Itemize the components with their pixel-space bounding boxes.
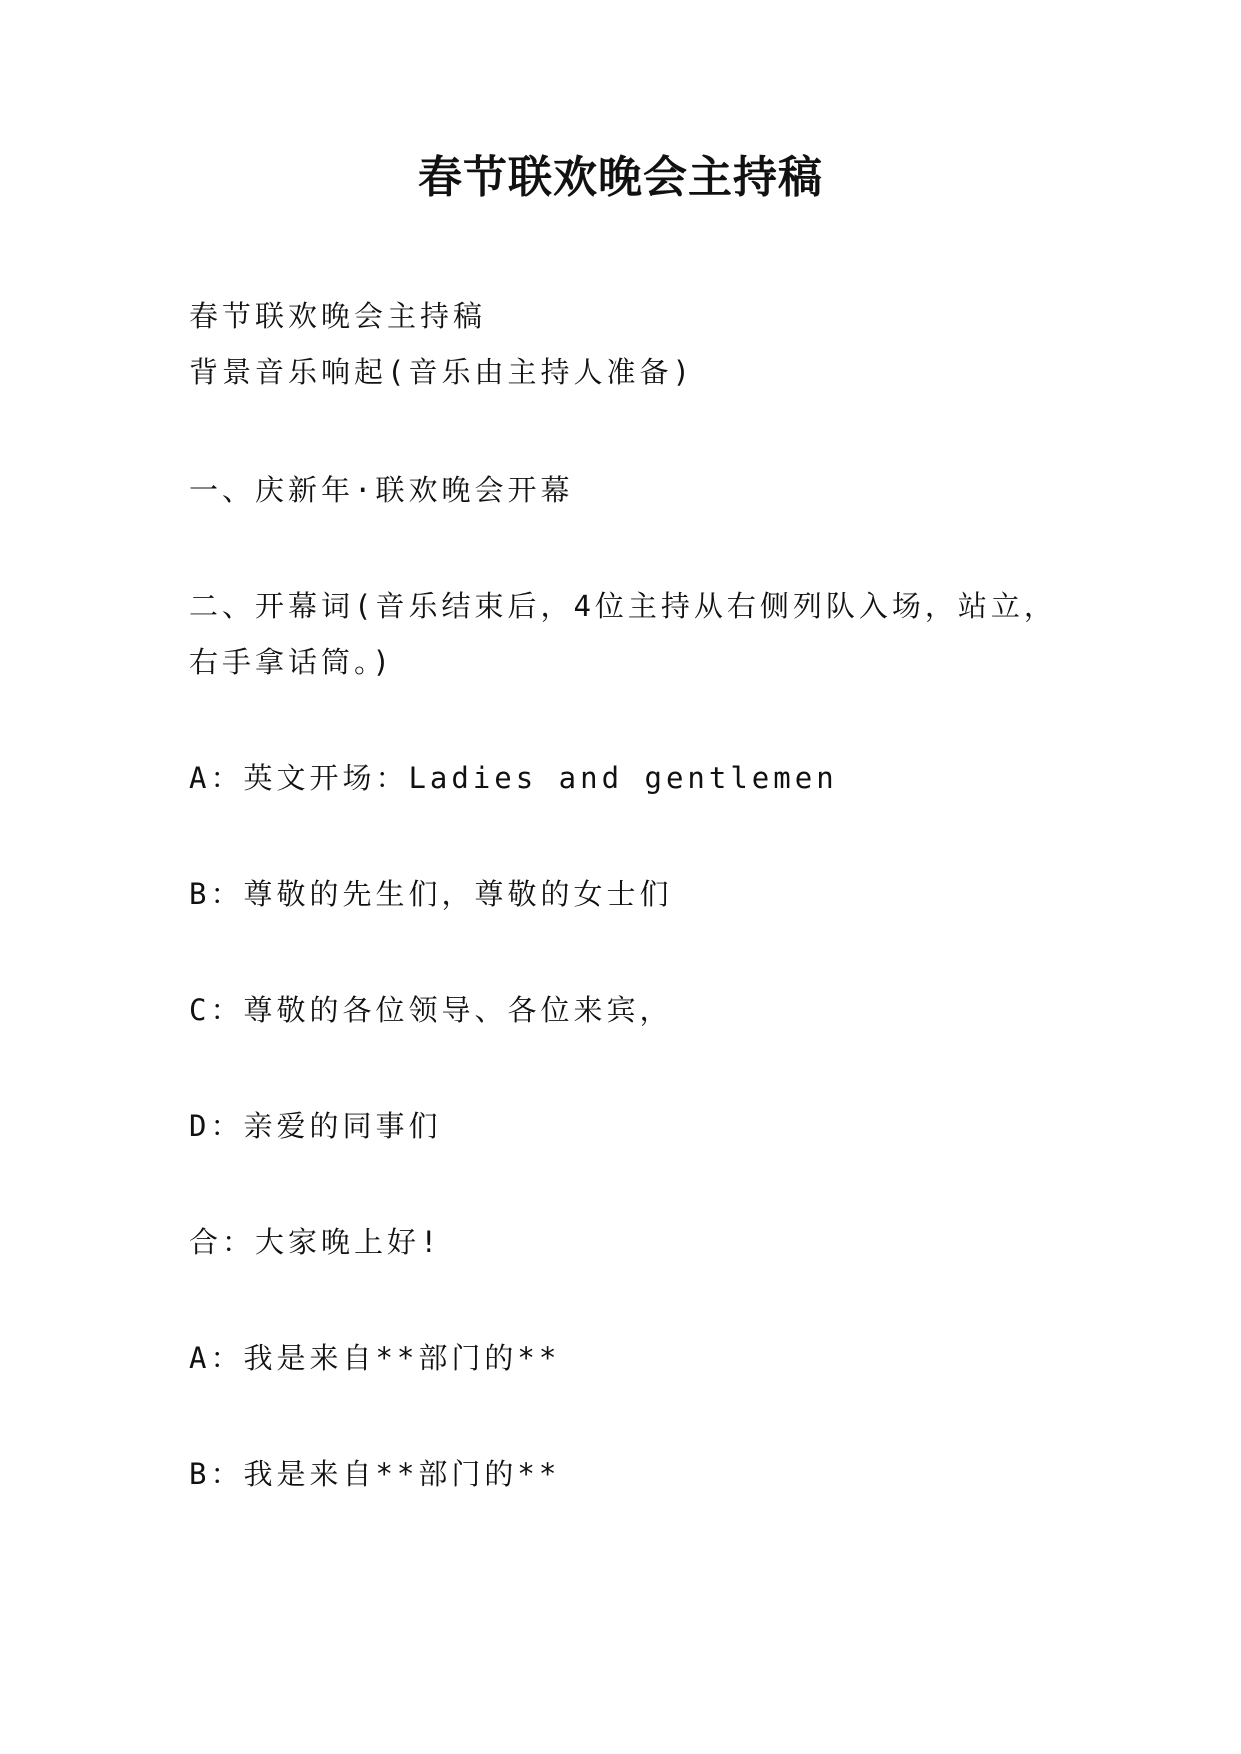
script-line-d-greeting: D：亲爱的同事们 (189, 1109, 442, 1143)
section-1-heading: 一、庆新年·联欢晚会开幕 (189, 473, 574, 507)
script-line-a-opening: A：英文开场：Ladies and gentlemen (189, 761, 838, 795)
subtitle-line: 春节联欢晚会主持稿 (189, 299, 487, 333)
document-title: 春节联欢晚会主持稿 (418, 152, 823, 203)
script-line-all-greeting: 合：大家晚上好! (189, 1225, 442, 1259)
script-line-a-intro: A：我是来自**部门的** (189, 1341, 561, 1375)
bgm-note-line: 背景音乐响起(音乐由主持人准备) (189, 355, 694, 389)
section-2-heading: 二、开幕词(音乐结束后，4位主持从右侧列队入场，站立， (189, 589, 1057, 623)
script-line-c-greeting: C：尊敬的各位领导、各位来宾， (189, 993, 673, 1027)
section-2-heading-continued: 右手拿话筒。) (189, 645, 394, 679)
script-line-b-greeting: B：尊敬的先生们，尊敬的女士们 (189, 877, 673, 911)
script-line-b-intro: B：我是来自**部门的** (189, 1457, 561, 1491)
